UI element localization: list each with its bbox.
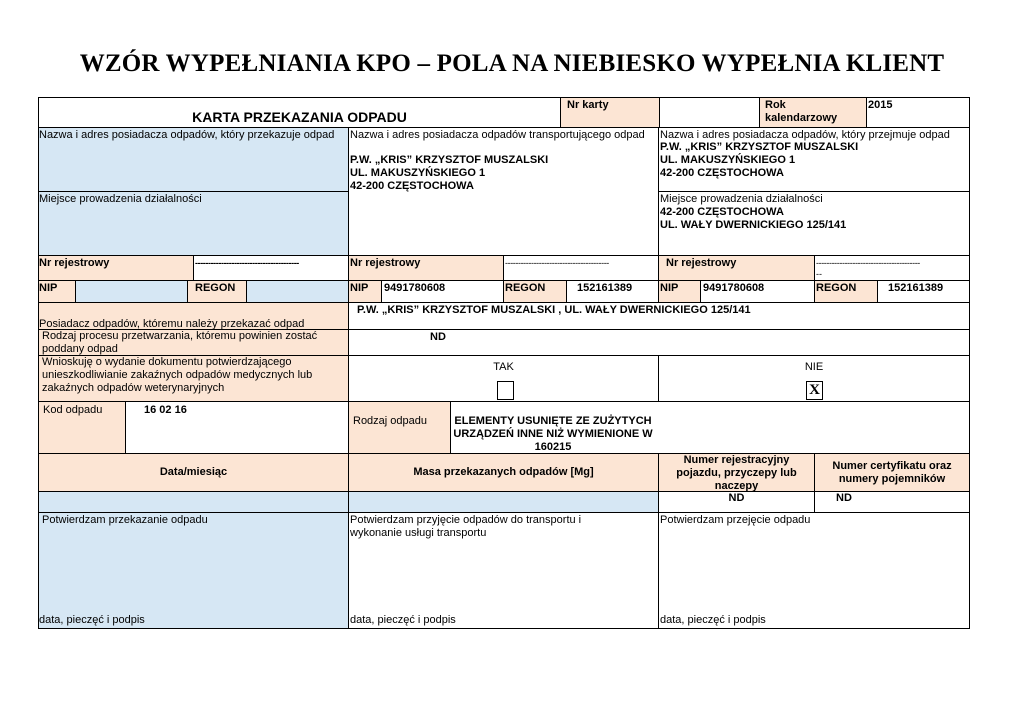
receiver-line3: 42-200 CZĘSTOCHOWA xyxy=(660,167,784,179)
receiver-place-line2: UL. WAŁY DWERNICKIEGO 125/141 xyxy=(660,219,847,231)
col-mass-label: Masa przekazanych odpadów [Mg] xyxy=(413,466,594,478)
holder-sign-label: data, pieczęć i podpis xyxy=(39,614,145,626)
holder-regon-label: REGON xyxy=(195,282,236,294)
year-label: Rok kalendarzowy xyxy=(765,99,838,124)
cert-value: ND xyxy=(836,492,852,504)
transporter-name-label: Nazwa i adres posiadacza odpadów transportującego odpad xyxy=(350,129,645,141)
holder-reg-label: Nr rejestrowy xyxy=(39,257,110,269)
transporter-regon-label: REGON xyxy=(505,282,546,294)
receiver-regon-label: REGON xyxy=(816,282,857,294)
transport-confirm-label: Potwierdzam przyjęcie odpadów do transportu i wykonanie usługi transportu xyxy=(350,514,582,539)
receiver-nip-value: 9491780608 xyxy=(703,282,765,294)
receiver-reg-label: Nr rejestrowy xyxy=(666,257,737,269)
transporter-nip-label: NIP xyxy=(350,282,369,294)
transport-sign-label: data, pieczęć i podpis xyxy=(350,614,456,626)
holder-name-label: Nazwa i adres posiadacza odpadów, który przekazuje odpad xyxy=(39,129,335,141)
transporter-reg-label: Nr rejestrowy xyxy=(350,257,421,269)
col-vehicle-label: Numer rejestracyjny pojazdu, przyczepy lub naczepy xyxy=(676,454,797,492)
page-title: WZÓR WYPEŁNIANIA KPO – POLA NA NIEBIESKO WYPEŁNIA KLIENT xyxy=(79,50,945,77)
request-no-label: NIE xyxy=(804,361,824,373)
transporter-reg-value: ---------------------------------------- xyxy=(505,258,609,268)
year-value: 2015 xyxy=(868,99,893,111)
process-label: Rodzaj procesu przetwarzania, któremu powinien zostać poddany odpad xyxy=(42,330,318,355)
waste-code-value: 16 02 16 xyxy=(144,404,187,416)
holder-confirm-label: Potwierdzam przekazanie odpadu xyxy=(42,514,208,526)
vehicle-value: ND xyxy=(728,492,745,504)
request-no-checkbox[interactable]: X xyxy=(806,381,823,400)
transporter-regon-value: 152161389 xyxy=(577,282,633,294)
receiver-confirm-label: Potwierdzam przejęcie odpadu xyxy=(660,514,811,526)
col-date-label: Data/miesiąc xyxy=(159,466,228,478)
col-cert-label: Numer certyfikatu oraz numery pojemników xyxy=(832,460,952,485)
holder-place-label: Miejsce prowadzenia działalności xyxy=(39,193,202,205)
transporter-line1: P.W. „KRIS” KRZYSZTOF MUSZALSKI xyxy=(350,154,549,166)
transporter-line2: UL. MAKUSZYŃSKIEGO 1 xyxy=(350,167,486,179)
transporter-line3: 42-200 CZĘSTOCHOWA xyxy=(350,180,474,192)
receiver-reg-value: ---------------------------------------- xyxy=(816,258,920,268)
request-yes-label: TAK xyxy=(493,361,514,373)
process-value: ND xyxy=(430,331,446,343)
receiver-place-line1: 42-200 CZĘSTOCHOWA xyxy=(660,206,784,218)
holder-reg-value: ---------------------------------------- xyxy=(195,258,299,268)
card-title: KARTA PRZEKAZANIA ODPADU xyxy=(192,109,407,125)
waste-code-label: Kod odpadu xyxy=(43,404,103,416)
holder-nip-label: NIP xyxy=(39,282,58,294)
receiver-line1: P.W. „KRIS” KRZYSZTOF MUSZALSKI xyxy=(660,141,859,153)
receiver-name-label: Nazwa i adres posiadacza odpadów, który przejmuje odpad xyxy=(660,129,950,141)
receiver-nip-label: NIP xyxy=(660,282,679,294)
receiver-line2: UL. MAKUSZYŃSKIEGO 1 xyxy=(660,154,796,166)
target-holder-value: P.W. „KRIS” KRZYSZTOF MUSZALSKI , UL. WAŁY DWERNICKIEGO 125/141 xyxy=(357,304,751,316)
target-holder-label: Posiadacz odpadów, któremu należy przekazać odpad xyxy=(39,318,305,330)
receiver-regon-value: 152161389 xyxy=(888,282,944,294)
card-no-label: Nr karty xyxy=(567,99,609,111)
transporter-nip-value: 9491780608 xyxy=(384,282,446,294)
receiver-place-label: Miejsce prowadzenia działalności xyxy=(660,193,823,205)
waste-type-label: Rodzaj odpadu xyxy=(353,415,428,427)
waste-type-value: ELEMENTY USUNIĘTE ZE ZUŻYTYCH URZĄDZEŃ INNE NIŻ WYMIENIONE W 160215 xyxy=(453,415,653,453)
form-border xyxy=(38,97,970,629)
receiver-sign-label: data, pieczęć i podpis xyxy=(660,614,766,626)
request-label: Wnioskuję o wydanie dokumentu potwierdzającego unieszkodliwianie zakaźnych odpadów medycznych lub zakaźnych odpadów weterynaryjnych xyxy=(42,356,313,394)
receiver-reg-value-2: -- xyxy=(816,269,822,279)
